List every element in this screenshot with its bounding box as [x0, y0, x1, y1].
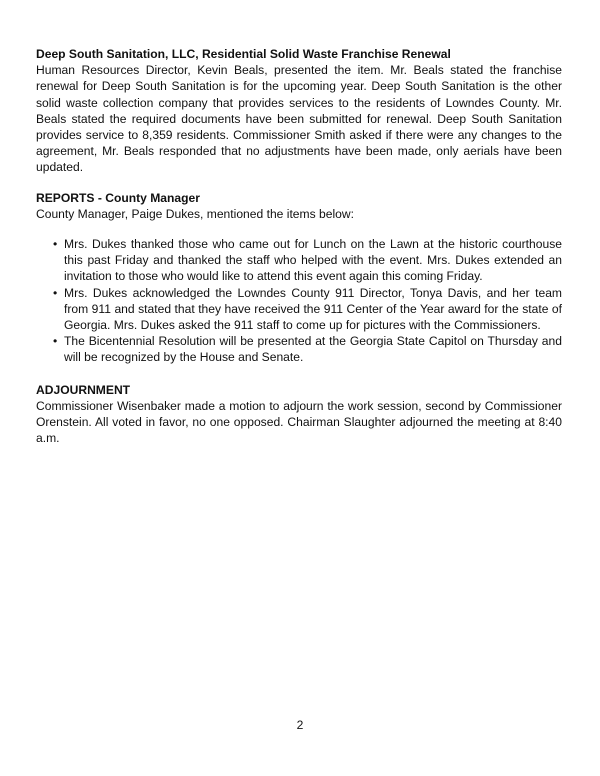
bullet-icon: •: [53, 237, 58, 252]
list-item: [53, 236, 562, 285]
list-item-text: Mrs. Dukes acknowledged the Lowndes County 911 Director, Tonya Davis, and her team from 911 and stated that they have received the 911 Center of the Year award for the state of Georgia. Mrs. Dukes asked the 911 staff to come up for pictures with the Commissioners.: [64, 285, 562, 333]
list-item-text: The Bicentennial Resolution will be presented at the Georgia State Capitol on Thursday and will be recognized by the House and Senate.: [64, 334, 562, 365]
section-heading: REPORTS - County Manager: [36, 190, 200, 205]
list-item: [53, 285, 562, 334]
document-page: [36, 46, 562, 446]
bullet-icon: •: [53, 334, 58, 349]
section-heading: ADJOURNMENT: [36, 382, 131, 397]
section-franchise-renewal: [36, 46, 562, 176]
section-body: County Manager, Paige Dukes, mentioned the items below:: [36, 206, 354, 221]
bullet-icon: •: [53, 285, 58, 300]
section-adjournment: [36, 382, 562, 447]
section-body: Commissioner Wisenbaker made a motion to adjourn the work session, second by Commissioner Orenstein. All voted in favor, no one opposed. Chairman Slaughter adjourned the meeting at 8:40 a.m.: [36, 398, 562, 446]
report-bullet-list: [36, 236, 562, 366]
section-heading: Deep South Sanitation, LLC, Residential Solid Waste Franchise Renewal: [36, 47, 451, 61]
section-body: Human Resources Director, Kevin Beals, presented the item. Mr. Beals stated the franchise renewal for Deep South Sanitation is for the upcoming year. Deep South Sanitation is the other solid waste collection company that provides services to the residents of Lowndes County. Mr. Beals stated the required documents have been submitted for renewal. Deep South Sanitation provides service to 8,359 residents. Commissioner Smith asked if there were any changes to the agreement, Mr. Beals responded that no adjustments have been made, only aerials have been updated.: [36, 63, 562, 175]
list-item-text: Mrs. Dukes thanked those who came out for Lunch on the Lawn at the historic courthouse this past Friday and thanked the staff who helped with the event. Mrs. Dukes extended an invitation to those who would like to attend this event again this coming Friday.: [64, 237, 562, 284]
section-county-manager-report: [36, 190, 562, 366]
list-item: [53, 333, 562, 365]
page-number: 2: [296, 718, 304, 732]
